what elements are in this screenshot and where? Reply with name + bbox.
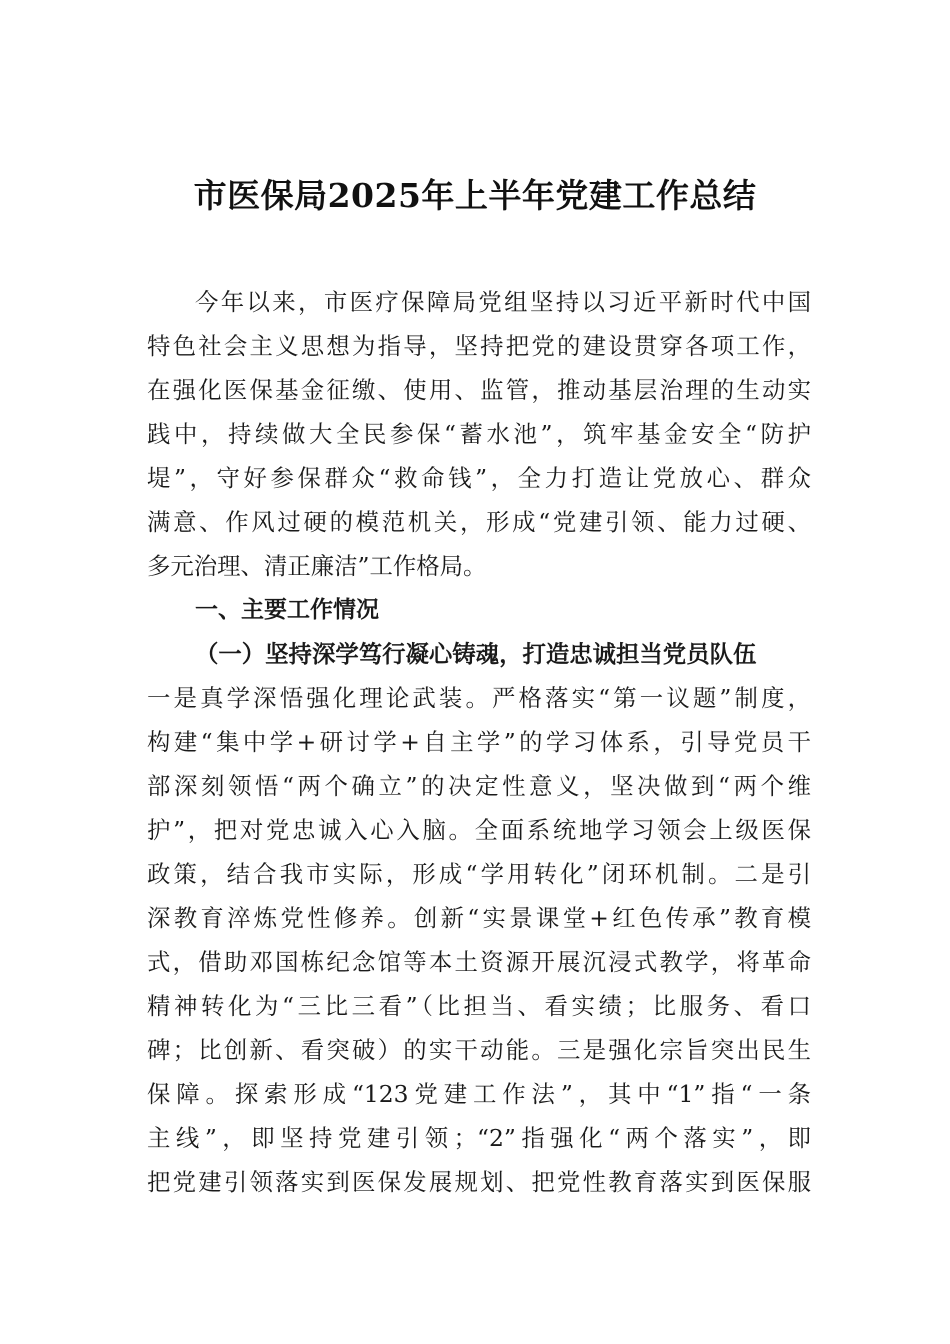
intro-line: 在强化医保基金征缴、使用、监管，推动基层治理的生动实 (147, 376, 811, 404)
body-line: 碑；比创新、看突破）的实干动能。三是强化宗旨突出民生 (147, 1036, 811, 1064)
intro-line: 多元治理、清正廉洁”工作格局。 (147, 552, 487, 580)
intro-line: 特色社会主义思想为指导，坚持把党的建设贯穿各项工作， (147, 332, 811, 360)
body-line: 深教育淬炼党性修养。创新“实景课堂+红色传承”教育模 (147, 904, 811, 932)
document-body (147, 280, 811, 1204)
body-line: 把党建引领落实到医保发展规划、把党性教育落实到医保服 (147, 1168, 811, 1196)
section-heading: 一、主要工作情况 (195, 597, 379, 623)
body-line: 一是真学深悟强化理论武装。严格落实“第一议题”制度， (147, 684, 811, 712)
document-title: 市医保局2025年上半年党建工作总结 (193, 176, 757, 215)
body-line: 式，借助邓国栋纪念馆等本土资源开展沉浸式教学，将革命 (147, 948, 811, 976)
body-line: 政策，结合我市实际，形成“学用转化”闭环机制。二是引 (147, 860, 811, 888)
subsection-heading: （一）坚持深学笃行凝心铸魂，打造忠诚担当党员队伍 (195, 640, 757, 668)
body-line: 精神转化为“三比三看”（比担当、看实绩；比服务、看口 (147, 992, 811, 1020)
intro-line: 堤”，守好参保群众“救命钱”，全力打造让党放心、群众 (147, 464, 811, 492)
body-line: 护”，把对党忠诚入心入脑。全面系统地学习领会上级医保 (147, 816, 811, 844)
intro-line: 今年以来，市医疗保障局党组坚持以习近平新时代中国 (195, 288, 811, 316)
body-line: 保障。探索形成“123党建工作法”，其中“1”指“一条 (147, 1080, 811, 1108)
body-line: 主线”，即坚持党建引领；“2”指强化“两个落实”，即 (147, 1124, 811, 1152)
body-line: 构建“集中学+研讨学+自主学”的学习体系，引导党员干 (147, 728, 811, 756)
body-line: 部深刻领悟“两个确立”的决定性意义，坚决做到“两个维 (147, 772, 811, 800)
intro-line: 践中，持续做大全民参保“蓄水池”，筑牢基金安全“防护 (147, 420, 811, 448)
intro-line: 满意、作风过硬的模范机关，形成“党建引领、能力过硬、 (147, 508, 811, 536)
